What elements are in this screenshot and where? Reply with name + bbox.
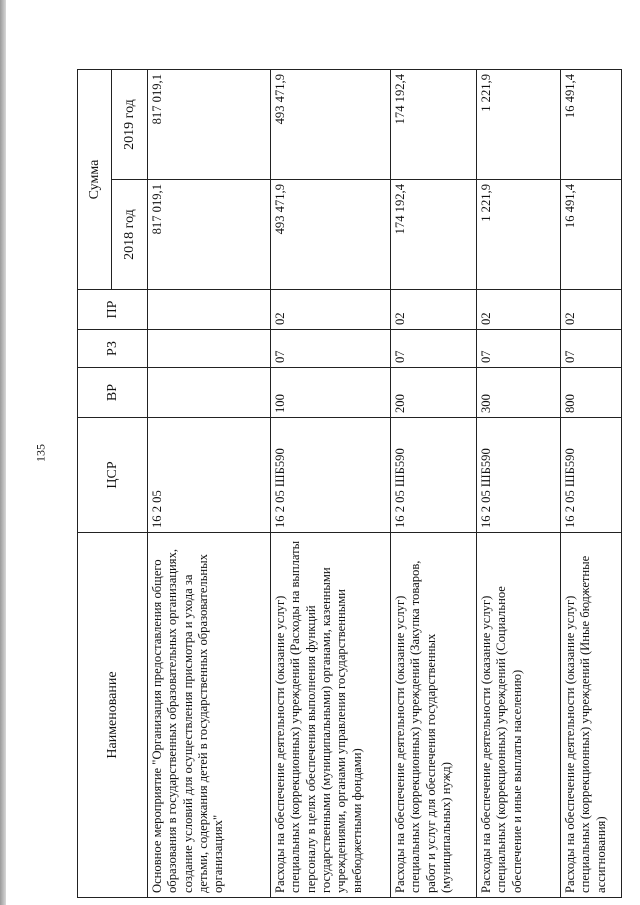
row-sum-2019: 817 019,1: [148, 70, 271, 180]
row-pr: 02: [561, 290, 622, 330]
row-vr: [148, 368, 271, 418]
row-csr: 16 2 05 ШБ590: [477, 418, 561, 533]
row-rz: 07: [271, 330, 391, 368]
row-vr: 100: [271, 368, 391, 418]
row-name: Расходы на обеспечение деятельности (оказание услуг) специальных (коррекционных) учреждений (Иные бюджетные ассигнования): [561, 533, 622, 898]
row-sum-2019: 174 192,4: [391, 70, 477, 180]
row-pr: 02: [391, 290, 477, 330]
row-vr: 800: [561, 368, 622, 418]
budget-table: [77, 69, 622, 898]
table-row: [561, 70, 622, 898]
header-vr: ВР: [78, 368, 148, 418]
row-sum-2019: 16 491,4: [561, 70, 622, 180]
row-vr: 300: [477, 368, 561, 418]
rotated-table-wrapper: [77, 70, 622, 898]
row-sum-2018: 493 471,9: [271, 180, 391, 290]
row-csr: 16 2 05 ШБ590: [561, 418, 622, 533]
row-sum-2018: 16 491,4: [561, 180, 622, 290]
header-2019: 2019 год: [112, 70, 148, 180]
row-sum-2019: 493 471,9: [271, 70, 391, 180]
row-name: Расходы на обеспечение деятельности (оказание услуг) специальных (коррекционных) учреждений (Расходы на выплаты персоналу в целях обеспечения выполнения функций государственными (муниципальными) органами, казенными учреждениями, органами управления государственными внебюджетными фондами): [271, 533, 391, 898]
row-name: Основное мероприятие "Организация предоставления общего образования в государственных образовательных организациях, создание условий для осуществления присмотра и ухода за детьми, содержания детей в государственных образовательных организациях": [148, 533, 271, 898]
table-row: [391, 70, 477, 898]
row-name: Расходы на обеспечение деятельности (оказание услуг) специальных (коррекционных) учреждений (Закупка товаров, работ и услуг для обеспечения государственных (муниципальных) нужд): [391, 533, 477, 898]
row-name: Расходы на обеспечение деятельности (оказание услуг) специальных (коррекционных) учреждений (Социальное обеспечение и иные выплаты населению): [477, 533, 561, 898]
row-pr: [148, 290, 271, 330]
row-sum-2018: 817 019,1: [148, 180, 271, 290]
header-pr: ПР: [78, 290, 148, 330]
row-rz: 07: [561, 330, 622, 368]
row-sum-2018: 1 221,9: [477, 180, 561, 290]
header-2018: 2018 год: [112, 180, 148, 290]
row-rz: 07: [477, 330, 561, 368]
table-row: [271, 70, 391, 898]
row-csr: 16 2 05 ШБ590: [271, 418, 391, 533]
row-sum-2019: 1 221,9: [477, 70, 561, 180]
header-sum: Сумма: [78, 70, 112, 290]
row-pr: 02: [477, 290, 561, 330]
row-pr: 02: [271, 290, 391, 330]
header-csr: ЦСР: [78, 418, 148, 533]
row-rz: 07: [391, 330, 477, 368]
table-row: [477, 70, 561, 898]
page-number: 135: [33, 444, 48, 462]
row-csr: 16 2 05: [148, 418, 271, 533]
row-vr: 200: [391, 368, 477, 418]
row-rz: [148, 330, 271, 368]
header-name: Наименование: [78, 533, 148, 898]
scan-edge-shadow: [0, 0, 6, 905]
table-stage: [77, 70, 622, 898]
row-sum-2018: 174 192,4: [391, 180, 477, 290]
header-rz: РЗ: [78, 330, 148, 368]
table-row: [148, 70, 271, 898]
row-csr: 16 2 05 ШБ590: [391, 418, 477, 533]
